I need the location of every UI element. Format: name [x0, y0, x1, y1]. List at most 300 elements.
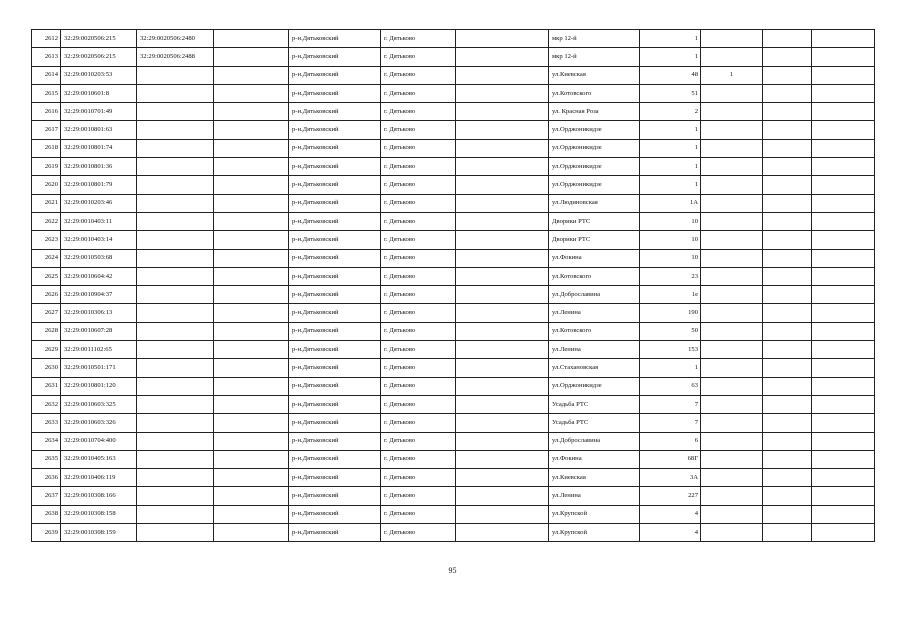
table-row: [32, 103, 875, 121]
district-cell: р-н.Дятьковский: [289, 377, 381, 395]
linked-cadastral-number-cell: [137, 194, 214, 212]
empty-cell: [214, 505, 289, 523]
cadastral-number-cell: 32:29:0010603:325: [61, 395, 137, 413]
extra-cell: [812, 30, 875, 48]
house-number-cell: 1: [640, 176, 701, 194]
extra-cell: [763, 84, 812, 102]
extra-cell: [763, 304, 812, 322]
empty-cell: [214, 48, 289, 66]
city-cell: г. Дятьково: [381, 139, 456, 157]
extra-cell: [701, 414, 763, 432]
table-row: [32, 432, 875, 450]
district-cell: р-н.Дятьковский: [289, 103, 381, 121]
linked-cadastral-number-cell: 32:29:0020506:2480: [137, 30, 214, 48]
empty-cell: [456, 30, 549, 48]
row-number-cell: 2614: [32, 66, 61, 84]
extra-cell: [812, 194, 875, 212]
table-row: [32, 341, 875, 359]
extra-cell: [701, 377, 763, 395]
extra-cell: [701, 249, 763, 267]
extra-cell: [812, 524, 875, 542]
street-cell: ул.Фокина: [549, 249, 640, 267]
extra-cell: [701, 84, 763, 102]
empty-cell: [456, 176, 549, 194]
empty-cell: [214, 304, 289, 322]
linked-cadastral-number-cell: [137, 66, 214, 84]
cadastral-number-cell: 32:29:0020506:215: [61, 48, 137, 66]
linked-cadastral-number-cell: [137, 286, 214, 304]
district-cell: р-н.Дятьковский: [289, 304, 381, 322]
cadastral-number-cell: 32:29:0010801:120: [61, 377, 137, 395]
extra-cell: [812, 48, 875, 66]
street-cell: ул.Стахановская: [549, 359, 640, 377]
extra-cell: [763, 395, 812, 413]
city-cell: г. Дятьково: [381, 286, 456, 304]
house-number-cell: 7: [640, 414, 701, 432]
table-row: [32, 30, 875, 48]
district-cell: р-н.Дятьковский: [289, 267, 381, 285]
empty-cell: [214, 432, 289, 450]
extra-cell: [701, 432, 763, 450]
empty-cell: [456, 121, 549, 139]
table-body: [32, 30, 875, 542]
district-cell: р-н.Дятьковский: [289, 487, 381, 505]
empty-cell: [214, 121, 289, 139]
row-number-cell: 2634: [32, 432, 61, 450]
district-cell: р-н.Дятьковский: [289, 505, 381, 523]
house-number-cell: 6: [640, 432, 701, 450]
empty-cell: [456, 450, 549, 468]
cadastral-number-cell: 32:29:0010403:11: [61, 212, 137, 230]
row-number-cell: 2620: [32, 176, 61, 194]
empty-cell: [214, 267, 289, 285]
empty-cell: [456, 395, 549, 413]
district-cell: р-н.Дятьковский: [289, 139, 381, 157]
district-cell: р-н.Дятьковский: [289, 432, 381, 450]
table-row: [32, 231, 875, 249]
street-cell: ул.Крупской: [549, 524, 640, 542]
empty-cell: [214, 286, 289, 304]
empty-cell: [456, 286, 549, 304]
row-number-cell: 2612: [32, 30, 61, 48]
extra-cell: [763, 139, 812, 157]
extra-cell: [812, 176, 875, 194]
district-cell: р-н.Дятьковский: [289, 84, 381, 102]
linked-cadastral-number-cell: [137, 450, 214, 468]
extra-cell: [763, 121, 812, 139]
cadastral-number-cell: 32:29:0010904:37: [61, 286, 137, 304]
empty-cell: [456, 267, 549, 285]
street-cell: ул.Ленина: [549, 487, 640, 505]
table-row: [32, 286, 875, 304]
extra-cell: [812, 322, 875, 340]
empty-cell: [214, 249, 289, 267]
extra-cell: [763, 158, 812, 176]
empty-cell: [456, 194, 549, 212]
empty-cell: [214, 359, 289, 377]
page-number: 95: [448, 566, 457, 575]
row-number-cell: 2619: [32, 158, 61, 176]
empty-cell: [456, 377, 549, 395]
street-cell: ул.Крупской: [549, 505, 640, 523]
district-cell: р-н.Дятьковский: [289, 212, 381, 230]
extra-cell: [763, 286, 812, 304]
table-row: [32, 450, 875, 468]
district-cell: р-н.Дятьковский: [289, 359, 381, 377]
empty-cell: [456, 524, 549, 542]
house-number-cell: 4: [640, 505, 701, 523]
cadastral-number-cell: 32:29:0010801:36: [61, 158, 137, 176]
house-number-cell: 1: [640, 121, 701, 139]
extra-cell: [763, 194, 812, 212]
city-cell: г. Дятьково: [381, 66, 456, 84]
linked-cadastral-number-cell: [137, 377, 214, 395]
table-row: [32, 414, 875, 432]
extra-cell: [812, 469, 875, 487]
empty-cell: [214, 103, 289, 121]
city-cell: г. Дятьково: [381, 304, 456, 322]
linked-cadastral-number-cell: [137, 341, 214, 359]
street-cell: Дворики РТС: [549, 212, 640, 230]
city-cell: г. Дятьково: [381, 30, 456, 48]
district-cell: р-н.Дятьковский: [289, 121, 381, 139]
extra-cell: [812, 158, 875, 176]
empty-cell: [214, 84, 289, 102]
extra-cell: [701, 194, 763, 212]
extra-cell: [763, 249, 812, 267]
extra-cell: [763, 414, 812, 432]
street-cell: ул.Орджоникидзе: [549, 377, 640, 395]
extra-cell: [701, 487, 763, 505]
city-cell: г. Дятьково: [381, 176, 456, 194]
extra-cell: [701, 158, 763, 176]
linked-cadastral-number-cell: [137, 103, 214, 121]
table-row: [32, 304, 875, 322]
linked-cadastral-number-cell: [137, 359, 214, 377]
empty-cell: [456, 304, 549, 322]
extra-cell: [763, 359, 812, 377]
property-registry-table: [31, 29, 875, 542]
house-number-cell: 1е: [640, 286, 701, 304]
extra-cell: [812, 249, 875, 267]
city-cell: г. Дятьково: [381, 249, 456, 267]
extra-cell: [812, 505, 875, 523]
city-cell: г. Дятьково: [381, 158, 456, 176]
district-cell: р-н.Дятьковский: [289, 322, 381, 340]
extra-cell: [812, 139, 875, 157]
city-cell: г. Дятьково: [381, 267, 456, 285]
empty-cell: [214, 395, 289, 413]
street-cell: ул.Доброславина: [549, 286, 640, 304]
table-row: [32, 249, 875, 267]
extra-cell: [701, 322, 763, 340]
row-number-cell: 2618: [32, 139, 61, 157]
cadastral-number-cell: 32:29:0010607:28: [61, 322, 137, 340]
table-row: [32, 487, 875, 505]
extra-cell: [763, 212, 812, 230]
extra-cell: [812, 121, 875, 139]
extra-cell: [763, 450, 812, 468]
linked-cadastral-number-cell: [137, 395, 214, 413]
extra-cell: [812, 450, 875, 468]
extra-cell: [812, 341, 875, 359]
street-cell: ул.Доброславина: [549, 432, 640, 450]
row-number-cell: 2638: [32, 505, 61, 523]
cadastral-number-cell: 32:29:0010308:159: [61, 524, 137, 542]
table-row: [32, 505, 875, 523]
table-row: [32, 377, 875, 395]
street-cell: мкр 12-й: [549, 30, 640, 48]
empty-cell: [214, 158, 289, 176]
house-number-cell: 153: [640, 341, 701, 359]
extra-cell: [763, 487, 812, 505]
row-number-cell: 2626: [32, 286, 61, 304]
cadastral-number-cell: 32:29:0010603:326: [61, 414, 137, 432]
house-number-cell: 10: [640, 249, 701, 267]
city-cell: г. Дятьково: [381, 103, 456, 121]
row-number-cell: 2636: [32, 469, 61, 487]
empty-cell: [214, 194, 289, 212]
row-number-cell: 2617: [32, 121, 61, 139]
extra-cell: [701, 524, 763, 542]
table-row: [32, 469, 875, 487]
cadastral-number-cell: 32:29:0010801:74: [61, 139, 137, 157]
row-number-cell: 2637: [32, 487, 61, 505]
city-cell: г. Дятьково: [381, 505, 456, 523]
house-number-cell: 1: [640, 30, 701, 48]
table-row: [32, 395, 875, 413]
extra-cell: [812, 395, 875, 413]
row-number-cell: 2635: [32, 450, 61, 468]
extra-cell: [763, 505, 812, 523]
row-number-cell: 2632: [32, 395, 61, 413]
house-number-cell: 23: [640, 267, 701, 285]
cadastral-number-cell: 32:29:0010601:8: [61, 84, 137, 102]
street-cell: мкр 12-й: [549, 48, 640, 66]
cadastral-number-cell: 32:29:0010405:163: [61, 450, 137, 468]
extra-cell: [763, 176, 812, 194]
empty-cell: [456, 66, 549, 84]
city-cell: г. Дятьково: [381, 84, 456, 102]
street-cell: ул.Орджоникидзе: [549, 176, 640, 194]
extra-cell: [812, 212, 875, 230]
city-cell: г. Дятьково: [381, 487, 456, 505]
street-cell: ул.Котовского: [549, 84, 640, 102]
linked-cadastral-number-cell: [137, 139, 214, 157]
district-cell: р-н.Дятьковский: [289, 414, 381, 432]
city-cell: г. Дятьково: [381, 377, 456, 395]
extra-cell: [763, 30, 812, 48]
city-cell: г. Дятьково: [381, 359, 456, 377]
row-number-cell: 2624: [32, 249, 61, 267]
extra-cell: [812, 66, 875, 84]
extra-cell: [763, 432, 812, 450]
empty-cell: [456, 432, 549, 450]
empty-cell: [214, 450, 289, 468]
extra-cell: [763, 231, 812, 249]
street-cell: ул.Орджоникидзе: [549, 139, 640, 157]
street-cell: ул.Людиновская: [549, 194, 640, 212]
linked-cadastral-number-cell: [137, 469, 214, 487]
cadastral-number-cell: 32:29:0010308:158: [61, 505, 137, 523]
district-cell: р-н.Дятьковский: [289, 286, 381, 304]
row-number-cell: 2631: [32, 377, 61, 395]
extra-cell: [812, 304, 875, 322]
extra-cell: [701, 212, 763, 230]
extra-cell: [812, 231, 875, 249]
house-number-cell: 190: [640, 304, 701, 322]
street-cell: ул.Орджоникидзе: [549, 158, 640, 176]
extra-cell: [701, 176, 763, 194]
empty-cell: [214, 341, 289, 359]
linked-cadastral-number-cell: 32:29:0020506:2488: [137, 48, 214, 66]
cadastral-number-cell: 32:29:0010501:171: [61, 359, 137, 377]
extra-cell: [763, 267, 812, 285]
empty-cell: [456, 84, 549, 102]
empty-cell: [214, 231, 289, 249]
row-number-cell: 2623: [32, 231, 61, 249]
city-cell: г. Дятьково: [381, 524, 456, 542]
extra-cell: [701, 286, 763, 304]
house-number-cell: 1А: [640, 194, 701, 212]
row-number-cell: 2628: [32, 322, 61, 340]
table-row: [32, 66, 875, 84]
cadastral-number-cell: 32:29:0010704:400: [61, 432, 137, 450]
house-number-cell: 10: [640, 212, 701, 230]
extra-cell: [763, 524, 812, 542]
empty-cell: [456, 322, 549, 340]
district-cell: р-н.Дятьковский: [289, 395, 381, 413]
street-cell: ул.Ленина: [549, 341, 640, 359]
city-cell: г. Дятьково: [381, 395, 456, 413]
cadastral-number-cell: 32:29:0010406:119: [61, 469, 137, 487]
empty-cell: [456, 414, 549, 432]
extra-cell: [812, 414, 875, 432]
extra-cell: [812, 359, 875, 377]
house-number-cell: 1: [640, 48, 701, 66]
table-row: [32, 84, 875, 102]
city-cell: г. Дятьково: [381, 48, 456, 66]
extra-cell: [812, 84, 875, 102]
linked-cadastral-number-cell: [137, 158, 214, 176]
row-number-cell: 2613: [32, 48, 61, 66]
district-cell: р-н.Дятьковский: [289, 194, 381, 212]
row-number-cell: 2629: [32, 341, 61, 359]
house-number-cell: 51: [640, 84, 701, 102]
street-cell: ул.Ленина: [549, 304, 640, 322]
table-row: [32, 524, 875, 542]
city-cell: г. Дятьково: [381, 469, 456, 487]
empty-cell: [456, 505, 549, 523]
extra-cell: [701, 469, 763, 487]
table-row: [32, 121, 875, 139]
house-number-cell: 1: [640, 139, 701, 157]
linked-cadastral-number-cell: [137, 267, 214, 285]
street-cell: ул.Киевская: [549, 469, 640, 487]
linked-cadastral-number-cell: [137, 212, 214, 230]
empty-cell: [456, 487, 549, 505]
table-row: [32, 359, 875, 377]
row-number-cell: 2630: [32, 359, 61, 377]
street-cell: Усадьба РТС: [549, 395, 640, 413]
district-cell: р-н.Дятьковский: [289, 66, 381, 84]
extra-cell: [812, 432, 875, 450]
linked-cadastral-number-cell: [137, 176, 214, 194]
linked-cadastral-number-cell: [137, 505, 214, 523]
house-number-cell: 48: [640, 66, 701, 84]
house-number-cell: 68Г: [640, 450, 701, 468]
extra-cell: 1: [701, 66, 763, 84]
empty-cell: [214, 414, 289, 432]
empty-cell: [456, 341, 549, 359]
row-number-cell: 2615: [32, 84, 61, 102]
empty-cell: [214, 322, 289, 340]
empty-cell: [456, 359, 549, 377]
table-row: [32, 194, 875, 212]
city-cell: г. Дятьково: [381, 450, 456, 468]
empty-cell: [214, 66, 289, 84]
house-number-cell: 1: [640, 359, 701, 377]
row-number-cell: 2627: [32, 304, 61, 322]
street-cell: ул.Котовского: [549, 267, 640, 285]
extra-cell: [763, 341, 812, 359]
house-number-cell: 63: [640, 377, 701, 395]
street-cell: ул. Красная Роза: [549, 103, 640, 121]
table-row: [32, 48, 875, 66]
street-cell: Усадьба РТС: [549, 414, 640, 432]
linked-cadastral-number-cell: [137, 432, 214, 450]
extra-cell: [701, 341, 763, 359]
table-row: [32, 212, 875, 230]
district-cell: р-н.Дятьковский: [289, 249, 381, 267]
linked-cadastral-number-cell: [137, 487, 214, 505]
cadastral-number-cell: 32:29:0010308:166: [61, 487, 137, 505]
street-cell: ул.Фокина: [549, 450, 640, 468]
empty-cell: [214, 30, 289, 48]
empty-cell: [456, 469, 549, 487]
linked-cadastral-number-cell: [137, 524, 214, 542]
extra-cell: [763, 103, 812, 121]
table-row: [32, 267, 875, 285]
district-cell: р-н.Дятьковский: [289, 30, 381, 48]
table-row: [32, 322, 875, 340]
table-row: [32, 139, 875, 157]
house-number-cell: 1: [640, 158, 701, 176]
extra-cell: [812, 286, 875, 304]
empty-cell: [456, 139, 549, 157]
extra-cell: [763, 377, 812, 395]
row-number-cell: 2633: [32, 414, 61, 432]
row-number-cell: 2639: [32, 524, 61, 542]
district-cell: р-н.Дятьковский: [289, 341, 381, 359]
row-number-cell: 2625: [32, 267, 61, 285]
cadastral-number-cell: 32:29:0010801:79: [61, 176, 137, 194]
extra-cell: [763, 48, 812, 66]
district-cell: р-н.Дятьковский: [289, 231, 381, 249]
city-cell: г. Дятьково: [381, 231, 456, 249]
cadastral-number-cell: 32:29:0010503:68: [61, 249, 137, 267]
linked-cadastral-number-cell: [137, 121, 214, 139]
cadastral-number-cell: 32:29:0010203:53: [61, 66, 137, 84]
row-number-cell: 2616: [32, 103, 61, 121]
city-cell: г. Дятьково: [381, 194, 456, 212]
cadastral-number-cell: 32:29:0010306:13: [61, 304, 137, 322]
extra-cell: [763, 66, 812, 84]
cadastral-number-cell: 32:29:0010801:63: [61, 121, 137, 139]
street-cell: ул.Киевская: [549, 66, 640, 84]
city-cell: г. Дятьково: [381, 322, 456, 340]
house-number-cell: 3А: [640, 469, 701, 487]
